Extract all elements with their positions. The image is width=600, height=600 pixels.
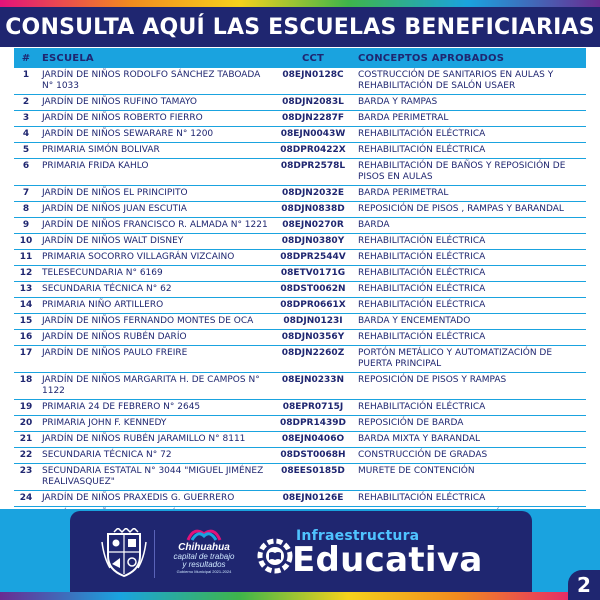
- table-row: [14, 298, 586, 314]
- row-school: JARDÍN DE NIÑOS RODOLFO SÁNCHEZ TABOADA N° 1033: [38, 68, 272, 95]
- row-concept: CONSTRUCCIÓN DE GRADAS: [354, 448, 586, 464]
- row-number: 13: [14, 282, 38, 298]
- row-concept: REHABILITACIÓN ELÉCTRICA: [354, 282, 586, 298]
- row-concept: REHABILITACIÓN ELÉCTRICA: [354, 491, 586, 507]
- row-cct: 08EJN0406O: [272, 432, 354, 448]
- row-concept: REHABILITACIÓN ELÉCTRICA: [354, 143, 586, 159]
- table-row: [14, 186, 586, 202]
- table-row: [14, 346, 586, 373]
- rainbow-stripe-bottom: [0, 592, 600, 600]
- table-row: [14, 159, 586, 186]
- rainbow-stripe-top: [0, 0, 600, 7]
- coat-of-arms-icon: [100, 528, 148, 578]
- row-concept: REPOSICIÓN DE PISOS Y RAMPAS: [354, 373, 586, 400]
- row-number: 18: [14, 373, 38, 400]
- chihuahua-subtitle: Gobierno Municipal 2021-2024: [176, 569, 232, 574]
- row-school: JARDÍN DE NIÑOS FERNANDO MONTES DE OCA: [38, 314, 272, 330]
- row-cct: 08DST0068H: [272, 448, 354, 464]
- row-school: JARDÍN DE NIÑOS RUBÉN JARAMILLO N° 8111: [38, 432, 272, 448]
- row-school: JARDÍN DE NIÑOS WALT DISNEY: [38, 234, 272, 250]
- row-school: JARDÍN DE NIÑOS SEWARARE N° 1200: [38, 127, 272, 143]
- row-concept: REPOSICIÓN DE BARDA: [354, 416, 586, 432]
- table-row: [14, 464, 586, 491]
- chihuahua-name: Chihuahua: [178, 542, 230, 553]
- row-school: JARDÍN DE NIÑOS MARGARITA H. DE CAMPOS N° 1122: [38, 373, 272, 400]
- row-number: 11: [14, 250, 38, 266]
- row-number: 17: [14, 346, 38, 373]
- row-concept: BARDA Y ENCEMENTADO: [354, 314, 586, 330]
- table-row: [14, 314, 586, 330]
- row-school: JARDÍN DE NIÑOS ROBERTO FIERRO: [38, 111, 272, 127]
- column-header-school: ESCUELA: [42, 52, 94, 64]
- row-school: PRIMARIA NIÑO ARTILLERO: [38, 298, 272, 314]
- row-concept: REHABILITACIÓN ELÉCTRICA: [354, 266, 586, 282]
- chihuahua-tagline-1: capital de trabajo: [173, 552, 235, 561]
- row-number: 5: [14, 143, 38, 159]
- row-concept: REHABILITACIÓN ELÉCTRICA: [354, 250, 586, 266]
- row-school: PRIMARIA 24 DE FEBRERO N° 2645: [38, 400, 272, 416]
- row-cct: 08EJN0043W: [272, 127, 354, 143]
- row-cct: 08DST0062N: [272, 282, 354, 298]
- row-concept: MURETE DE CONTENCIÓN: [354, 464, 586, 491]
- table-body: [14, 68, 586, 523]
- row-cct: 08DPR2578L: [272, 159, 354, 186]
- row-school: SECUNDARIA TÉCNICA N° 62: [38, 282, 272, 298]
- row-number: 3: [14, 111, 38, 127]
- table-row: [14, 416, 586, 432]
- table-header-row: [14, 48, 586, 68]
- row-concept: REHABILITACIÓN ELÉCTRICA: [354, 400, 586, 416]
- table-row: [14, 400, 586, 416]
- table-row: [14, 95, 586, 111]
- gear-book-icon: [256, 537, 294, 575]
- row-number: 8: [14, 202, 38, 218]
- row-number: 16: [14, 330, 38, 346]
- row-school: JARDÍN DE NIÑOS RUBÉN DARÍO: [38, 330, 272, 346]
- row-concept: BARDA Y RAMPAS: [354, 95, 586, 111]
- table-row: [14, 111, 586, 127]
- table-row: [14, 143, 586, 159]
- row-concept: BARDA MIXTA Y BARANDAL: [354, 432, 586, 448]
- column-header-cct: CCT: [301, 52, 325, 64]
- row-school: JARDÍN DE NIÑOS RUFINO TAMAYO: [38, 95, 272, 111]
- row-concept: PORTÓN METÁLICO Y AUTOMATIZACIÓN DE PUERTA PRINCIPAL: [354, 346, 586, 373]
- row-cct: 08DJN2260Z: [272, 346, 354, 373]
- row-concept: REHABILITACIÓN ELÉCTRICA: [354, 127, 586, 143]
- row-cct: 08DJN2083L: [272, 95, 354, 111]
- page-number-badge: 2: [568, 570, 600, 600]
- row-concept: COSTRUCCIÓN DE SANITARIOS EN AULAS Y REHABILITACIÓN DE SALÓN USAER: [354, 68, 586, 95]
- infraestructura-label: Infraestructura: [296, 528, 420, 544]
- row-cct: 08DJN0356Y: [272, 330, 354, 346]
- row-cct: 08DPR0661X: [272, 298, 354, 314]
- row-school: JARDÍN DE NIÑOS PAULO FREIRE: [38, 346, 272, 373]
- table-row: [14, 373, 586, 400]
- table-row: [14, 250, 586, 266]
- row-concept: REHABILITACIÓN ELÉCTRICA: [354, 330, 586, 346]
- table-row: [14, 266, 586, 282]
- row-number: 7: [14, 186, 38, 202]
- row-school: PRIMARIA SIMÓN BOLIVAR: [38, 143, 272, 159]
- row-number: 15: [14, 314, 38, 330]
- schools-table: [14, 48, 586, 523]
- column-header-concepts: CONCEPTOS APROBADOS: [358, 52, 505, 64]
- chihuahua-mark-icon: [184, 526, 224, 542]
- chihuahua-tagline-2: y resultados: [182, 560, 226, 569]
- row-cct: 08DJN2032E: [272, 186, 354, 202]
- row-number: 21: [14, 432, 38, 448]
- page-header: [0, 7, 600, 47]
- row-number: 1: [14, 68, 38, 95]
- row-cct: 08EJN0233N: [272, 373, 354, 400]
- row-cct: 08DPR0422X: [272, 143, 354, 159]
- row-school: SECUNDARIA ESTATAL N° 3044 "MIGUEL JIMÉNEZ REALIVASQUEZ": [38, 464, 272, 491]
- row-cct: 08DPR1439D: [272, 416, 354, 432]
- row-cct: 08DJN0380Y: [272, 234, 354, 250]
- table-row: [14, 234, 586, 250]
- row-school: PRIMARIA JOHN F. KENNEDY: [38, 416, 272, 432]
- row-number: 20: [14, 416, 38, 432]
- row-concept: REPOSICIÓN DE PISOS , RAMPAS Y BARANDAL: [354, 202, 586, 218]
- row-cct: 08EJN0270R: [272, 218, 354, 234]
- row-number: 12: [14, 266, 38, 282]
- row-school: JARDÍN DE NIÑOS EL PRINCIPITO: [38, 186, 272, 202]
- row-concept: REHABILITACIÓN ELÉCTRICA: [354, 234, 586, 250]
- row-number: 4: [14, 127, 38, 143]
- table-row: [14, 68, 586, 95]
- educativa-label: Educativa: [292, 540, 483, 580]
- footer-divider: [154, 530, 155, 578]
- row-number: 19: [14, 400, 38, 416]
- row-school: PRIMARIA SOCORRO VILLAGRÁN VIZCAINO: [38, 250, 272, 266]
- row-number: 14: [14, 298, 38, 314]
- row-cct: 08DJN2287F: [272, 111, 354, 127]
- table-row: [14, 282, 586, 298]
- schools-table-container: [14, 48, 586, 523]
- row-school: JARDÍN DE NIÑOS JUAN ESCUTIA: [38, 202, 272, 218]
- row-concept: BARDA PERIMETRAL: [354, 111, 586, 127]
- chihuahua-logo: [158, 526, 250, 582]
- row-school: JARDÍN DE NIÑOS PRAXEDIS G. GUERRERO: [38, 491, 272, 507]
- table-row: [14, 330, 586, 346]
- row-concept: BARDA: [354, 218, 586, 234]
- table-row: [14, 218, 586, 234]
- row-cct: 08EJN0126E: [272, 491, 354, 507]
- row-cct: 08EPR0715J: [272, 400, 354, 416]
- row-concept: REHABILITACIÓN DE BAÑOS Y REPOSICIÓN DE PISOS EN AULAS: [354, 159, 586, 186]
- column-header-number: #: [21, 52, 31, 64]
- table-row: [14, 448, 586, 464]
- row-school: SECUNDARIA TÉCNICA N° 72: [38, 448, 272, 464]
- row-number: 10: [14, 234, 38, 250]
- row-school: TELESECUNDARIA N° 6169: [38, 266, 272, 282]
- row-school: JARDÍN DE NIÑOS FRANCISCO R. ALMADA N° 1221: [38, 218, 272, 234]
- page-title: CONSULTA AQUÍ LAS ESCUELAS BENEFICIARIAS: [5, 14, 595, 40]
- row-cct: 08DJN0838D: [272, 202, 354, 218]
- table-row: [14, 432, 586, 448]
- row-cct: 08DJN0123I: [272, 314, 354, 330]
- table-row: [14, 127, 586, 143]
- table-row: [14, 491, 586, 507]
- table-row: [14, 202, 586, 218]
- row-cct: 08EES0185D: [272, 464, 354, 491]
- row-concept: BARDA PERIMETRAL: [354, 186, 586, 202]
- row-cct: 08ETV0171G: [272, 266, 354, 282]
- row-number: 2: [14, 95, 38, 111]
- row-cct: 08EJN0128C: [272, 68, 354, 95]
- row-number: 24: [14, 491, 38, 507]
- row-concept: REHABILITACIÓN ELÉCTRICA: [354, 298, 586, 314]
- row-number: 23: [14, 464, 38, 491]
- row-school: PRIMARIA FRIDA KAHLO: [38, 159, 272, 186]
- row-number: 9: [14, 218, 38, 234]
- row-cct: 08DPR2544V: [272, 250, 354, 266]
- row-number: 22: [14, 448, 38, 464]
- row-number: 6: [14, 159, 38, 186]
